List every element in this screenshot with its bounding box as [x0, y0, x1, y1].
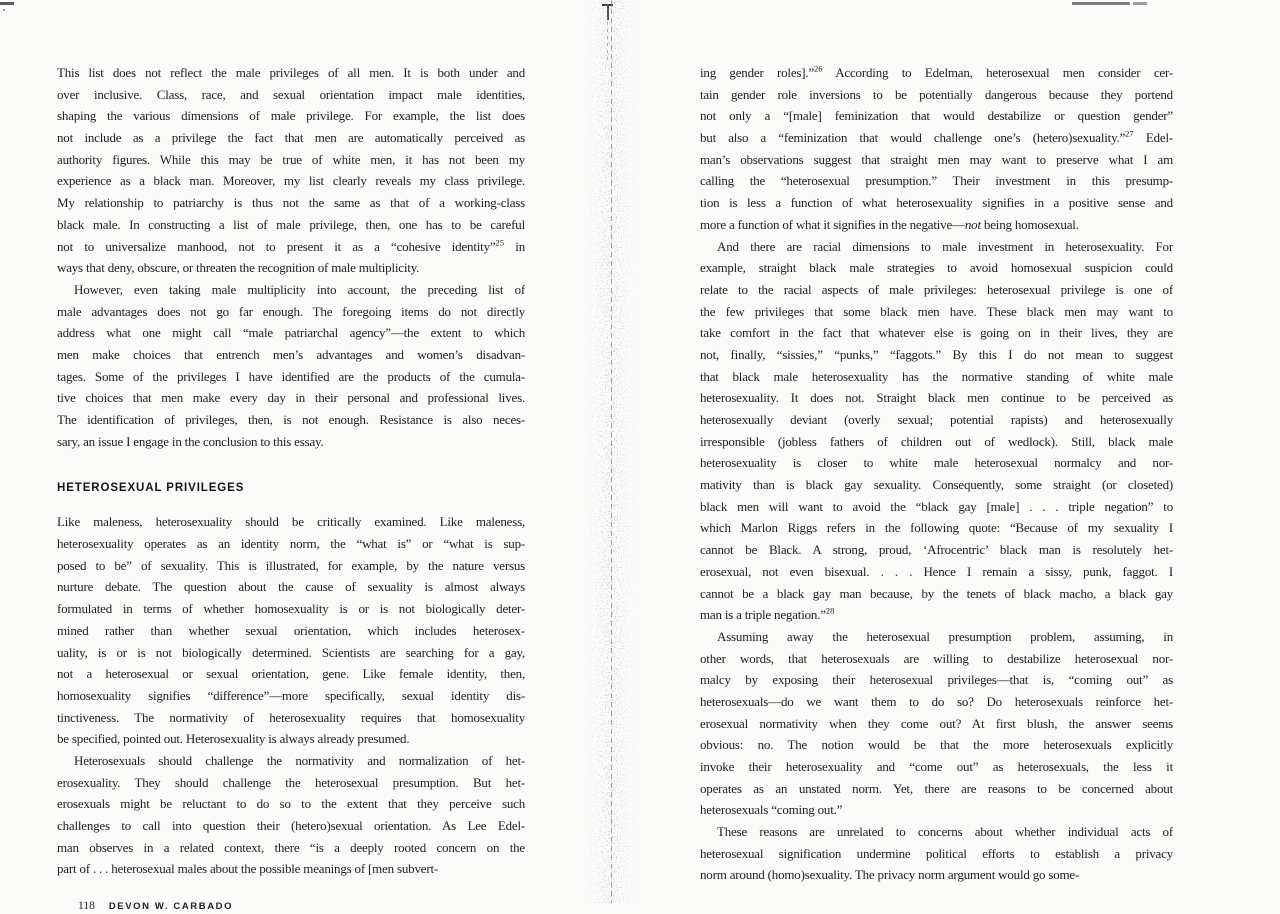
- text-line: erosexuals might be reluctant to do so to the extent that they perceive such: [57, 796, 525, 812]
- paragraph: [57, 62, 525, 279]
- paragraph: [700, 62, 1173, 236]
- text-line: relate to the racial aspects of male privileges: heterosexual privilege is one of: [700, 281, 1173, 297]
- text-line: operates as an unstated norm. Yet, there are reasons to be concerned about: [700, 780, 1173, 796]
- text-line: black male. In constructing a list of male privilege, then, one has to be careful: [57, 216, 525, 232]
- text-line: not only a “[male] feminization that would destabilize or question gender”: [700, 108, 1173, 124]
- text-line: man observes in a related context, there “is a deeply rooted concern on the: [57, 839, 525, 855]
- scan-speck: [3, 9, 5, 11]
- text-line: that black male heterosexuality has the normative standing of white male: [700, 368, 1173, 384]
- scan-edge-mark: [1133, 2, 1147, 5]
- text-line: Like maleness, heterosexuality should be critically examined. Like maleness,: [57, 514, 525, 530]
- paragraph: [57, 279, 525, 453]
- text-line: cannot be Black. A strong, proud, ‘Afrocentric’ black man is resolutely het-: [700, 542, 1173, 558]
- text-line: tinctiveness. The normativity of heterosexuality requires that homosexuality: [57, 709, 525, 725]
- text-line: ing gender roles].”$^{26}$ According to Edelman, heterosexual men consider cer-: [700, 63, 1173, 80]
- text-line: tion is less a function of what heterosexuality signifies in a positive sense and: [700, 195, 1173, 211]
- text-line: authority figures. While this may be true of white men, it has not been my: [57, 151, 525, 167]
- text-line: However, even taking male multiplicity into account, the preceding list of: [74, 281, 525, 297]
- text-line: homosexuality signifies “difference”—more specifically, sexual identity dis-: [57, 687, 525, 703]
- text-line: erosexuality. They should challenge the heterosexual presumption. But het-: [57, 774, 525, 790]
- gutter-fold-line: [611, 0, 612, 903]
- text-line: heterosexuality. It does not. Straight black men continue to be perceived as: [700, 390, 1173, 406]
- text-line: tain gender role inversions to be potentially dangerous because they portend: [700, 86, 1173, 102]
- text-line: men make choices that entrench men’s advantages and women’s disadvan-: [57, 346, 525, 362]
- text-line: which Marlon Riggs refers in the following quote: “Because of my sexuality I: [700, 520, 1173, 536]
- paragraph: [700, 236, 1173, 626]
- text-line: man’s observations suggest that straight men may want to preserve what I am: [700, 151, 1173, 167]
- text-line: And there are racial dimensions to male investment in heterosexuality. For: [717, 238, 1173, 254]
- text-line: heterosexuals “coming out.”: [700, 802, 843, 818]
- text-line: not, finally, “sissies,” “punks,” “faggots.” By this I do not mean to suggest: [700, 346, 1173, 362]
- section-heading: HETEROSEXUAL PRIVILEGES: [57, 482, 245, 495]
- text-line: not include as a privilege the fact that men are automatically perceived as: [57, 130, 525, 146]
- text-line: heterosexuality operates as an identity norm, the “what is” or “what is sup-: [57, 536, 525, 552]
- text-line: invoke their heterosexuality and “come out” as heterosexuals, the less it: [700, 759, 1173, 774]
- text-line: This list does not reflect the male privileges of all men. It is both under and: [57, 65, 525, 80]
- scan-edge-mark: [0, 2, 14, 5]
- text-line: Heterosexuals should challenge the normativity and normalization of het-: [74, 752, 525, 768]
- left-page-text-column: [57, 62, 525, 880]
- text-line: irresponsible (jobless fathers of children out of wedlock). Still, black male: [700, 433, 1173, 449]
- paragraph: [700, 626, 1173, 821]
- text-line: take comfort in the fact that whatever else is going on in their lives, they are: [700, 325, 1173, 341]
- text-line: obvious: no. The notion would be that the more heterosexuals explicitly: [700, 737, 1173, 753]
- text-line: heterosexual signification undermine political efforts to establish a privacy: [700, 845, 1173, 861]
- text-line: experience as a black man. Moreover, my list clearly reveals my class privilege.: [57, 173, 525, 189]
- text-line: other words, that heterosexuals are willing to destabilize heterosexual nor-: [700, 650, 1173, 666]
- page-number: 118: [78, 900, 95, 912]
- right-page-text-column: [700, 62, 1173, 886]
- text-line: The identification of privileges, then, is not enough. Resistance is also neces-: [57, 412, 525, 427]
- text-line: erosexual normativity when they come out? At first blush, the answer seems: [700, 715, 1173, 731]
- text-line: heterosexuals—do we want them to do so? Do heterosexuals reinforce het-: [700, 693, 1173, 709]
- text-line: mativity than is black gay sexuality. Consequently, some straight (or closeted): [700, 477, 1173, 493]
- text-line: ways that deny, obscure, or threaten the recognition of male multiplicity.: [57, 260, 420, 276]
- text-line: part of . . . heterosexual males about the possible meanings of [men subvert-: [57, 861, 438, 877]
- text-line: over inclusive. Class, race, and sexual orientation impact male identities,: [57, 86, 525, 102]
- text-line: My relationship to patriarchy is thus not the same as that of a working-class: [57, 195, 525, 211]
- text-line: These reasons are unrelated to concerns about whether individual acts of: [717, 824, 1173, 840]
- text-line: not a heterosexual or sexual orientation, gene. Like female identity, then,: [57, 666, 525, 682]
- text-line: black men will want to avoid the “black gay [male] . . . triple negation” to: [700, 498, 1173, 514]
- page-footer: [78, 896, 233, 914]
- text-line: heterosexually deviant (overly sexual; potential rapists) and heterosexually: [700, 412, 1173, 427]
- text-line: Assuming away the heterosexual presumption problem, assuming, in: [717, 628, 1173, 644]
- text-line: male advantages does not go far enough. The foregoing items do not directly: [57, 303, 525, 319]
- text-line: posed to be” of sexuality. This is illustrated, for example, by the nature versus: [57, 557, 525, 573]
- text-line: shaping the various dimensions of male privilege. For example, the list does: [57, 108, 525, 124]
- text-line: heterosexuality is closer to white male heterosexual normalcy and nor-: [700, 455, 1173, 471]
- text-line: cannot be a black gay man because, by the tenets of black macho, a black gay: [700, 585, 1173, 601]
- paragraph: [700, 821, 1173, 886]
- text-line: tages. Some of the privileges I have identified are the products of the cumula-: [57, 368, 525, 384]
- text-line: but also a “feminization that would challenge one’s (hetero)sexuality.”$^{27}$ Edel-: [700, 128, 1173, 146]
- paragraph: [57, 750, 525, 880]
- text-line: man is a triple negation.”$^{28}$: [700, 605, 835, 623]
- text-line: erosexual, not even bisexual. . . . Hence I remain a sissy, punk, faggot. I: [700, 563, 1173, 579]
- text-line: uality, is or is not biologically determined. Scientists are searching for a gay,: [57, 644, 525, 660]
- text-line: formulated in terms of whether homosexuality is or is not biologically deter-: [57, 601, 525, 617]
- text-line: the few privileges that some black men have. These black men may want to: [700, 303, 1173, 319]
- text-line: more a function of what it signifies in the negative—not being homosexual.: [700, 216, 1079, 232]
- text-line: mined rather than whether sexual orientation, which includes heterosex-: [57, 622, 525, 638]
- text-line: address what one might call “male patriarchal agency”—the extent to which: [57, 325, 525, 341]
- text-line: not to universalize manhood, not to present it as a “cohesive identity”$^{25}$ in: [57, 237, 525, 254]
- running-header-author: DEVON W. CARBADO: [108, 901, 234, 912]
- text-line: norm around (homo)sexuality. The privacy norm argument would go some-: [700, 867, 1080, 883]
- text-line: nurture debate. The question about the cause of sexuality is almost always: [57, 579, 525, 595]
- text-line: malcy by exposing their heterosexual privileges—that is, “coming out” as: [700, 672, 1173, 688]
- text-line: tive choices that men make every day in their personal and professional lives.: [57, 390, 525, 406]
- text-line: be specified, pointed out. Heterosexuality is always already presumed.: [57, 731, 410, 747]
- scan-edge-mark: [1072, 2, 1130, 5]
- text-line: calling the “heterosexual presumption.” Their investment in this presump-: [700, 173, 1173, 189]
- text-line: challenges to call into question their (hetero)sexual orientation. As Lee Edel-: [57, 818, 525, 833]
- text-line: sary, an issue I engage in the conclusion to this essay.: [57, 433, 324, 449]
- paragraph: [57, 511, 525, 750]
- text-line: example, straight black male strategies to avoid homosexual suspicion could: [700, 260, 1173, 276]
